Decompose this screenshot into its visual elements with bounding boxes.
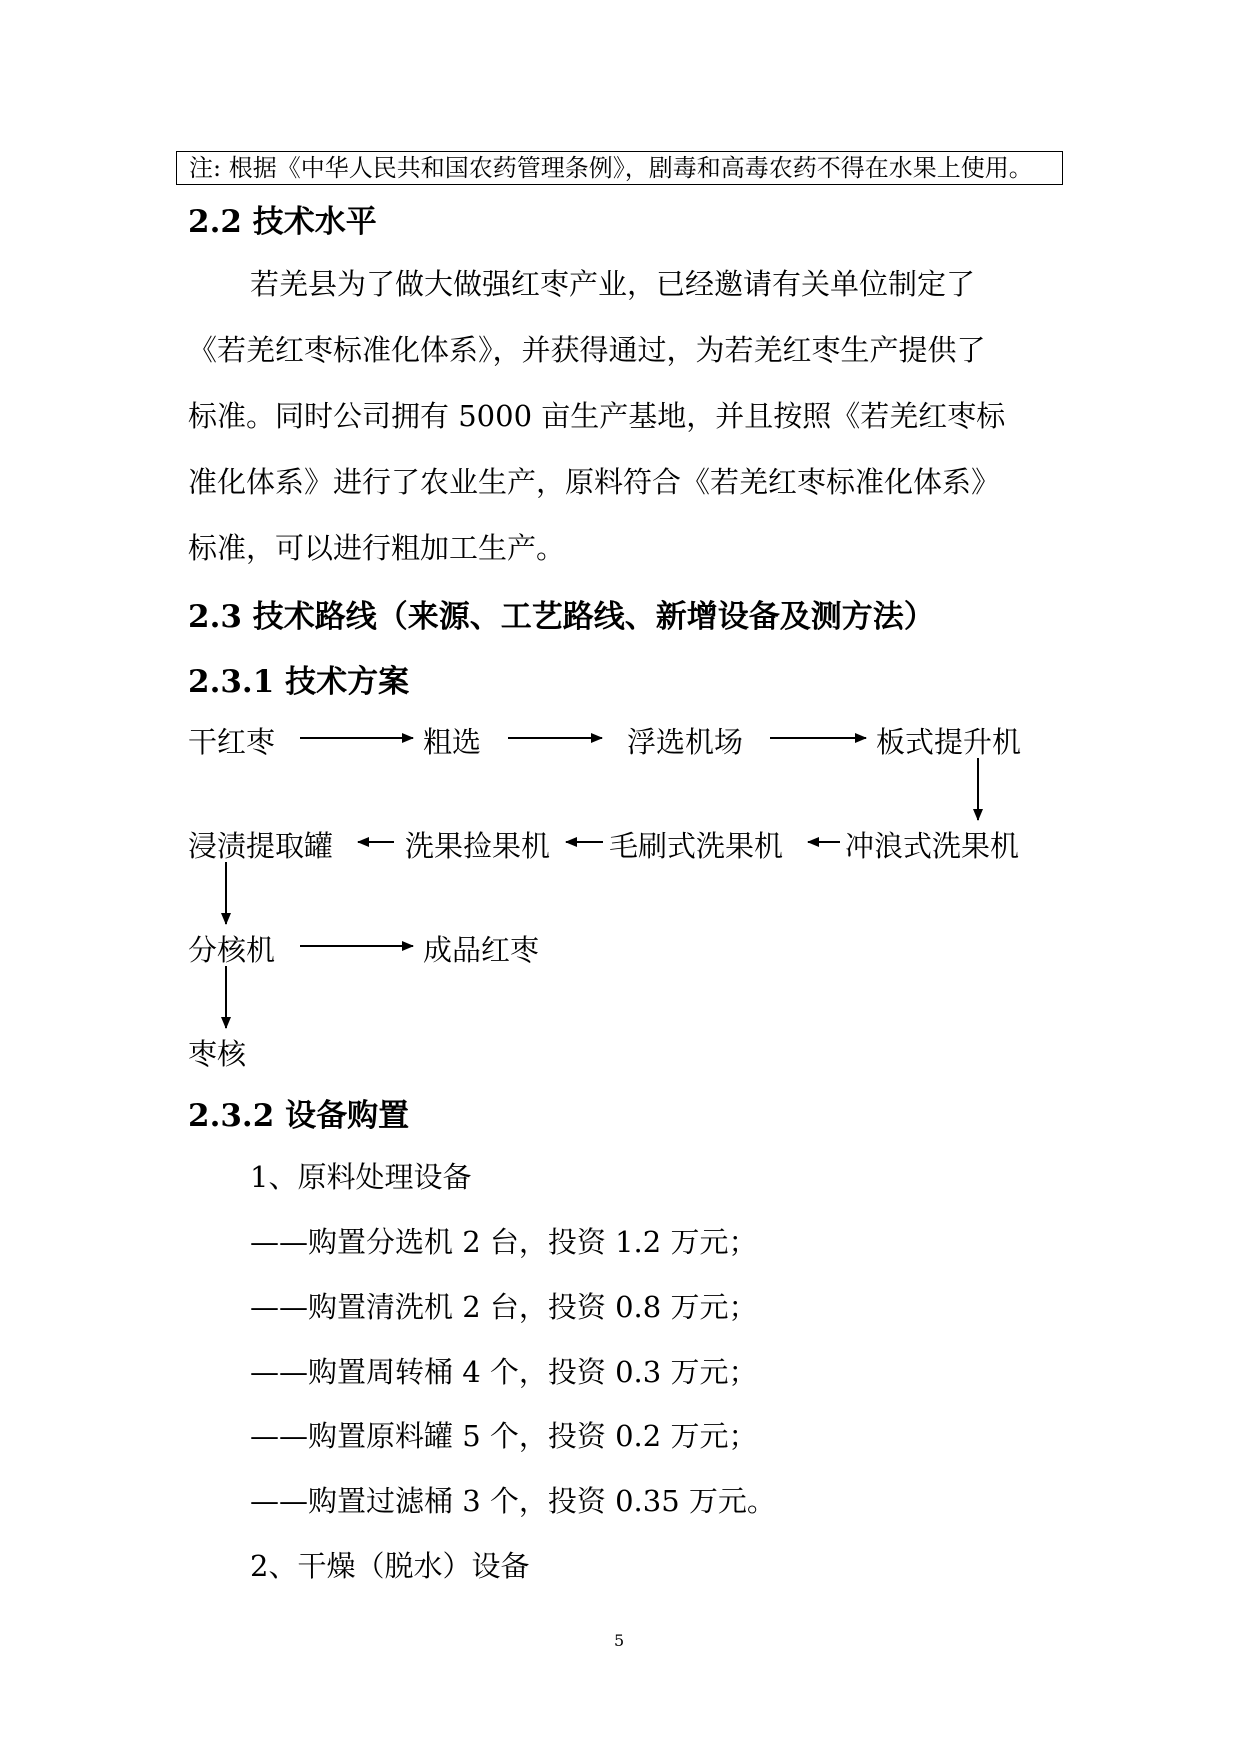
flow-node-pitting-machine: 分核机 xyxy=(188,933,276,967)
paragraph-line-1: 若羌县为了做大做强红枣产业，已经邀请有关单位制定了 xyxy=(250,267,976,301)
flow-node-finished-jujube: 成品红枣 xyxy=(423,933,540,967)
equipment-item-1: ——购置分选机 2 台，投资 1.2 万元； xyxy=(250,1225,758,1259)
equipment-item-3: ——购置周转桶 4 个，投资 0.3 万元； xyxy=(250,1355,758,1389)
section-2-3-title: 2.3 技术路线（来源、工艺路线、新增设备及测方法） xyxy=(188,599,935,635)
equipment-item-4: ——购置原料罐 5 个，投资 0.2 万元； xyxy=(250,1419,758,1453)
note-box: 注: 根据《中华人民共和国农药管理条例》，剧毒和高毒农药不得在水果上使用。 xyxy=(176,151,1063,185)
flow-node-surf-washer: 冲浪式洗果机 xyxy=(845,829,1020,863)
paragraph-line-4: 准化体系》进行了农业生产，原料符合《若羌红枣标准化体系》 xyxy=(188,465,1001,499)
flow-node-rough-selection: 粗选 xyxy=(423,725,482,759)
flow-node-flotation: 浮选机场 xyxy=(627,725,744,759)
paragraph-line-3: 标准。同时公司拥有 5000 亩生产基地，并且按照《若羌红枣标 xyxy=(188,399,1006,433)
section-2-3-1-title: 2.3.1 技术方案 xyxy=(188,664,410,700)
paragraph-line-2: 《若羌红枣标准化体系》，并获得通过，为若羌红枣生产提供了 xyxy=(188,333,986,367)
section-2-2-title: 2.2 技术水平 xyxy=(188,204,377,240)
flow-node-jujube-pit: 枣核 xyxy=(188,1037,247,1071)
section-2-3-2-title: 2.3.2 设备购置 xyxy=(188,1098,410,1134)
flow-node-steeping-tank: 浸渍提取罐 xyxy=(188,829,334,863)
flow-node-dried-jujube: 干红枣 xyxy=(188,725,276,759)
paragraph-line-5: 标准，可以进行粗加工生产。 xyxy=(188,531,566,565)
equipment-item-2: ——购置清洗机 2 台，投资 0.8 万元； xyxy=(250,1290,758,1324)
equipment-group-1-title: 1、原料处理设备 xyxy=(250,1160,472,1194)
flow-node-plate-elevator: 板式提升机 xyxy=(876,725,1022,759)
equipment-item-5: ——购置过滤桶 3 个，投资 0.35 万元。 xyxy=(250,1484,776,1518)
flow-node-brush-washer: 毛刷式洗果机 xyxy=(609,829,784,863)
equipment-group-2-title: 2、干燥（脱水）设备 xyxy=(250,1549,530,1583)
page-number: 5 xyxy=(614,1631,625,1650)
flow-node-washing-picking: 洗果捡果机 xyxy=(405,829,551,863)
